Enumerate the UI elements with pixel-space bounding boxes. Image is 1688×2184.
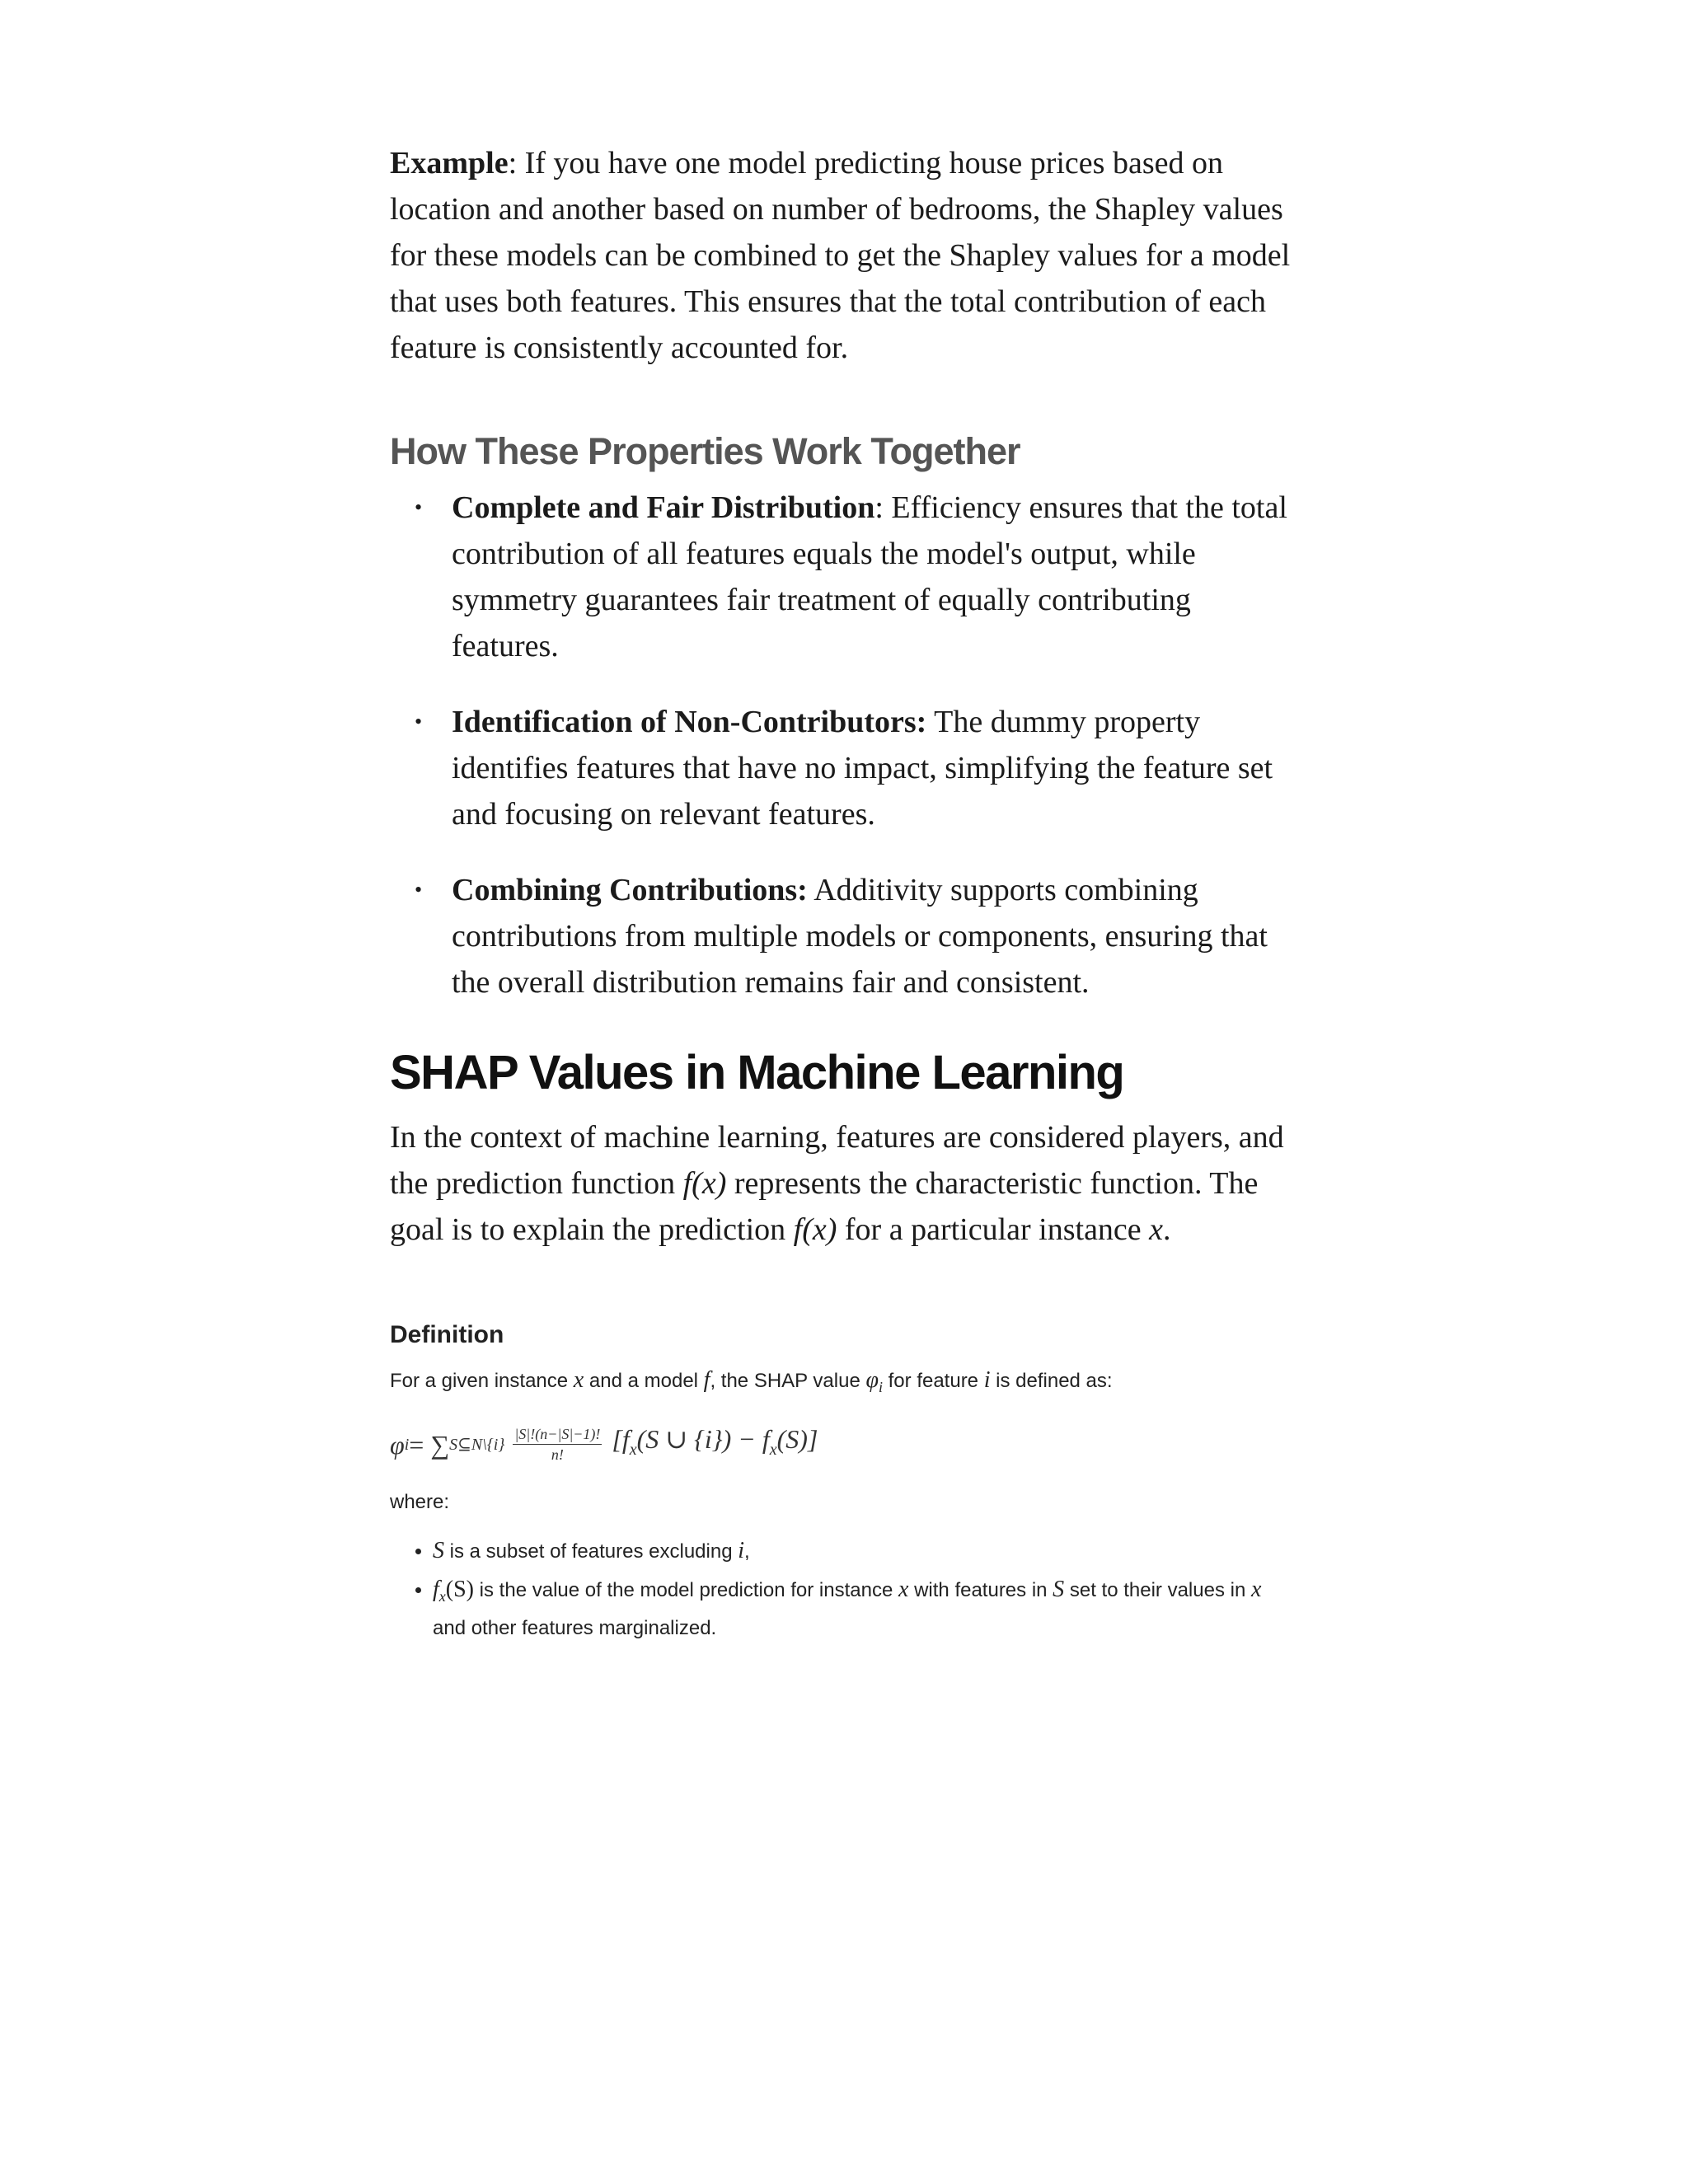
intro-text: , the SHAP value	[710, 1370, 866, 1392]
shap-heading: SHAP Values in Machine Learning	[390, 1046, 1124, 1099]
formula-phi: φ	[390, 1429, 405, 1460]
list-item-continuation: and other features marginalized.	[433, 1616, 717, 1639]
math-phi: φ	[865, 1367, 879, 1393]
intro-text: for feature	[882, 1370, 984, 1392]
math-paren: (S)	[445, 1576, 475, 1602]
math-f-sub: x	[438, 1587, 446, 1605]
list-item-title: Combining Contributions:	[452, 873, 808, 907]
math-s: S	[1053, 1576, 1065, 1602]
intro-text: is defined as:	[990, 1370, 1113, 1392]
shap-formula	[390, 1419, 1296, 1470]
formula-sum: = ∑	[409, 1429, 450, 1460]
formula-rhs-2: (S ∪ {i}) − f	[636, 1424, 770, 1455]
list-item	[390, 699, 1296, 837]
math-x: x	[573, 1367, 584, 1393]
list-item-text: is the value of the model prediction for instance	[474, 1578, 898, 1601]
shap-text-2: represents the characteristic function. The goal is to explain the prediction	[390, 1166, 1259, 1247]
definition-list	[390, 1533, 1296, 1643]
bullet-icon: •	[415, 878, 423, 902]
math-s: S	[433, 1537, 444, 1563]
formula-fraction	[513, 1426, 602, 1463]
list-item	[433, 1572, 1296, 1643]
shap-text-1: In the context of machine learning, features are considered players, and the prediction function	[390, 1120, 1284, 1201]
shap-paragraph	[390, 1114, 1296, 1253]
intro-text: and a model	[584, 1370, 704, 1392]
definition-title: Definition	[390, 1321, 504, 1348]
fraction-denominator: n!	[551, 1446, 564, 1464]
x-term: x	[1149, 1212, 1164, 1247]
intro-text: For a given instance	[390, 1370, 574, 1392]
bullet-icon: •	[415, 710, 423, 733]
list-item-text: is a subset of features excluding	[444, 1540, 738, 1563]
list-item-title: Identification of Non-Contributors:	[452, 705, 927, 739]
math-f: f	[703, 1367, 710, 1393]
shap-text-3: for a particular instance	[837, 1212, 1150, 1247]
fx-term: f(x)	[793, 1212, 837, 1247]
shap-text-4: .	[1163, 1212, 1171, 1247]
example-label: Example	[390, 146, 509, 180]
list-item	[390, 485, 1296, 669]
properties-list	[390, 485, 1296, 1005]
list-item-text: : Efficiency ensures that the total contribution of all features equals the model's output, while symmetry guarantees fair treatment of equally contributing features.	[452, 490, 1287, 663]
definition-intro	[390, 1366, 1296, 1401]
fx-term: f(x)	[682, 1166, 727, 1201]
formula-rhs-1: [f	[612, 1424, 630, 1455]
bullet-icon: •	[415, 495, 423, 519]
math-x: x	[1250, 1576, 1262, 1602]
math-phi-sub: i	[878, 1378, 883, 1395]
list-item	[433, 1533, 1296, 1570]
fraction-numerator: |S|!(n−|S|−1)!	[513, 1426, 602, 1445]
list-item-text: Additivity supports combining contributions from multiple models or components, ensuring that the overall distribution remains fair and consistent.	[452, 873, 1268, 1000]
formula-sum-sub: S⊆N\{i}	[449, 1435, 505, 1454]
list-item-text: The dummy property identifies features that have no impact, simplifying the feature set and focusing on relevant features.	[452, 705, 1273, 832]
formula-rhs-sub2: x	[769, 1441, 777, 1460]
formula-rhs	[612, 1418, 818, 1470]
list-item-text: set to their values in	[1064, 1578, 1251, 1601]
list-item-title: Complete and Fair Distribution	[452, 490, 875, 525]
properties-heading: How These Properties Work Together	[390, 430, 1020, 472]
list-item-text: ,	[743, 1540, 750, 1563]
math-f: f	[433, 1576, 439, 1602]
article-column	[390, 140, 1296, 1644]
example-text: : If you have one model predicting house prices based on location and another based on number of bedrooms, the Shapley values for these models can be combined to get the Shapley values for a model that uses both features. This ensures that the total contribution of each feature is consistently accounted for.	[390, 146, 1291, 365]
list-item-text: with features in	[908, 1578, 1053, 1601]
list-item	[390, 867, 1296, 1005]
math-x: x	[898, 1576, 909, 1602]
math-i: i	[738, 1537, 744, 1563]
example-paragraph	[390, 140, 1296, 371]
math-i: i	[983, 1367, 991, 1393]
definition-where: where:	[390, 1490, 450, 1513]
definition-block	[390, 1319, 1296, 1643]
formula-phi-sub: i	[404, 1435, 410, 1454]
formula-rhs-3: (S)]	[776, 1424, 818, 1455]
formula-rhs-sub1: x	[629, 1441, 637, 1460]
